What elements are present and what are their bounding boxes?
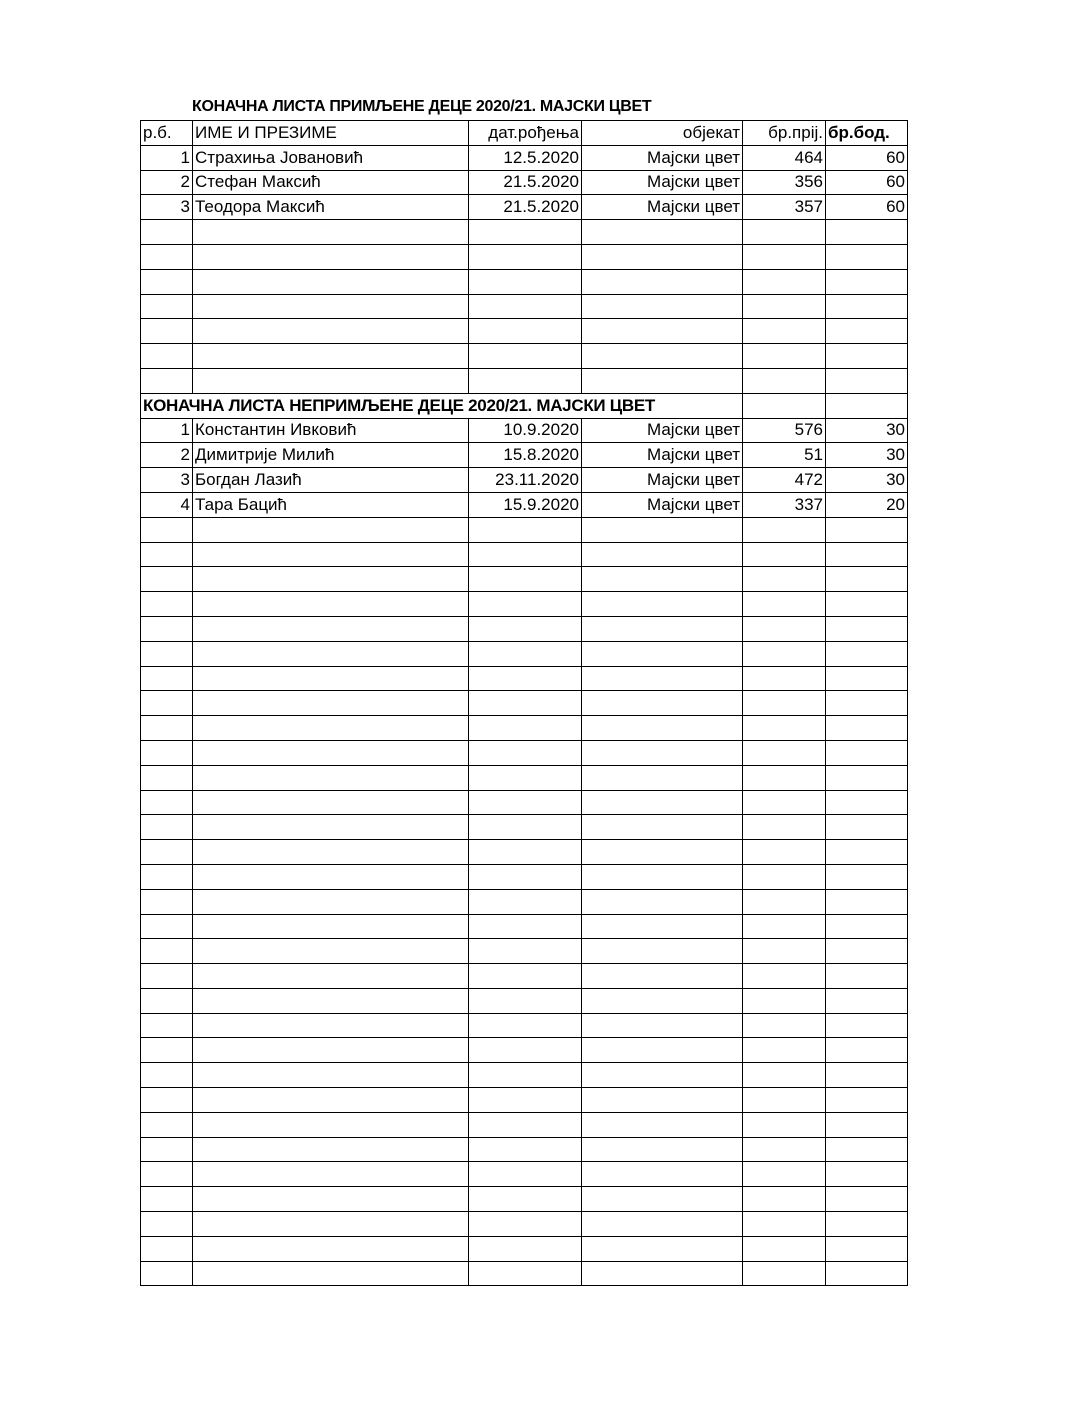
empty-row	[141, 964, 908, 989]
table-row	[141, 492, 908, 517]
facility: Мајски цвет	[582, 418, 743, 443]
header-points: бр.бод.	[826, 121, 908, 146]
table-row	[141, 145, 908, 170]
points: 60	[826, 195, 908, 220]
rejected-list-title: КОНАЧНА ЛИСТА НЕПРИМЉЕНЕ ДЕЦЕ 2020/21. МАЈСКИ ЦВЕТ	[141, 393, 743, 418]
empty-row	[141, 616, 908, 641]
admitted-list-title: КОНАЧНА ЛИСТА ПРИМЉЕНЕ ДЕЦЕ 2020/21. МАЈСКИ ЦВЕТ	[192, 98, 652, 115]
points: 30	[826, 418, 908, 443]
empty-row	[141, 666, 908, 691]
empty-row	[141, 815, 908, 840]
empty-row	[141, 939, 908, 964]
header-facility: објекат	[582, 121, 743, 146]
empty-row	[141, 220, 908, 245]
application-number: 51	[743, 443, 826, 468]
child-name: Константин Ивковић	[193, 418, 469, 443]
application-number: 472	[743, 468, 826, 493]
date-of-birth: 15.8.2020	[469, 443, 582, 468]
row-number: 2	[141, 170, 193, 195]
empty-row	[141, 319, 908, 344]
empty-row	[141, 368, 908, 393]
facility: Мајски цвет	[582, 145, 743, 170]
header-app: бр.прij.	[743, 121, 826, 146]
points: 30	[826, 468, 908, 493]
date-of-birth: 15.9.2020	[469, 492, 582, 517]
table-row	[141, 170, 908, 195]
child-name: Тара Бацић	[193, 492, 469, 517]
application-number: 356	[743, 170, 826, 195]
empty-row	[141, 1187, 908, 1212]
row-number: 4	[141, 492, 193, 517]
header-name: ИМЕ И ПРЕЗИМЕ	[193, 121, 469, 146]
points: 60	[826, 145, 908, 170]
facility: Мајски цвет	[582, 443, 743, 468]
empty-row	[141, 269, 908, 294]
empty-row	[141, 765, 908, 790]
header-no: р.б.	[141, 121, 193, 146]
empty-row	[141, 1162, 908, 1187]
points: 20	[826, 492, 908, 517]
points: 60	[826, 170, 908, 195]
empty-row	[141, 1112, 908, 1137]
facility: Мајски цвет	[582, 468, 743, 493]
child-name: Теодора Максић	[193, 195, 469, 220]
date-of-birth: 12.5.2020	[469, 145, 582, 170]
row-number: 2	[141, 443, 193, 468]
table-row	[141, 468, 908, 493]
date-of-birth: 10.9.2020	[469, 418, 582, 443]
empty-row	[141, 1088, 908, 1113]
empty-row	[141, 517, 908, 542]
empty-row	[141, 864, 908, 889]
row-number: 3	[141, 195, 193, 220]
rejected-title-row	[141, 393, 908, 418]
empty-row	[141, 1038, 908, 1063]
admission-table	[140, 120, 908, 1286]
empty-row	[141, 641, 908, 666]
empty-row	[141, 344, 908, 369]
empty-row	[141, 889, 908, 914]
empty-row	[141, 740, 908, 765]
empty-row	[141, 1212, 908, 1237]
empty-row	[141, 1013, 908, 1038]
empty-row	[141, 1137, 908, 1162]
application-number: 464	[743, 145, 826, 170]
row-number: 1	[141, 418, 193, 443]
row-number: 3	[141, 468, 193, 493]
application-number: 576	[743, 418, 826, 443]
header-dob: дат.рођења	[469, 121, 582, 146]
table-row	[141, 195, 908, 220]
points: 30	[826, 443, 908, 468]
child-name: Стефан Максић	[193, 170, 469, 195]
row-number: 1	[141, 145, 193, 170]
date-of-birth: 21.5.2020	[469, 195, 582, 220]
facility: Мајски цвет	[582, 195, 743, 220]
empty-row	[141, 691, 908, 716]
empty-row	[141, 592, 908, 617]
facility: Мајски цвет	[582, 492, 743, 517]
empty-row	[141, 988, 908, 1013]
child-name: Страхиња Јовановић	[193, 145, 469, 170]
facility: Мајски цвет	[582, 170, 743, 195]
table-row	[141, 418, 908, 443]
empty-row	[141, 790, 908, 815]
empty-row	[141, 1063, 908, 1088]
header-row	[141, 121, 908, 146]
table-row	[141, 443, 908, 468]
empty-row	[141, 716, 908, 741]
empty-row	[141, 294, 908, 319]
empty-row	[141, 1236, 908, 1261]
empty-row	[141, 1261, 908, 1286]
empty-row	[141, 914, 908, 939]
empty-row	[141, 567, 908, 592]
date-of-birth: 23.11.2020	[469, 468, 582, 493]
date-of-birth: 21.5.2020	[469, 170, 582, 195]
empty-row	[141, 840, 908, 865]
child-name: Димитрије Милић	[193, 443, 469, 468]
child-name: Богдан Лазић	[193, 468, 469, 493]
empty-row	[141, 542, 908, 567]
empty-row	[141, 244, 908, 269]
application-number: 337	[743, 492, 826, 517]
application-number: 357	[743, 195, 826, 220]
